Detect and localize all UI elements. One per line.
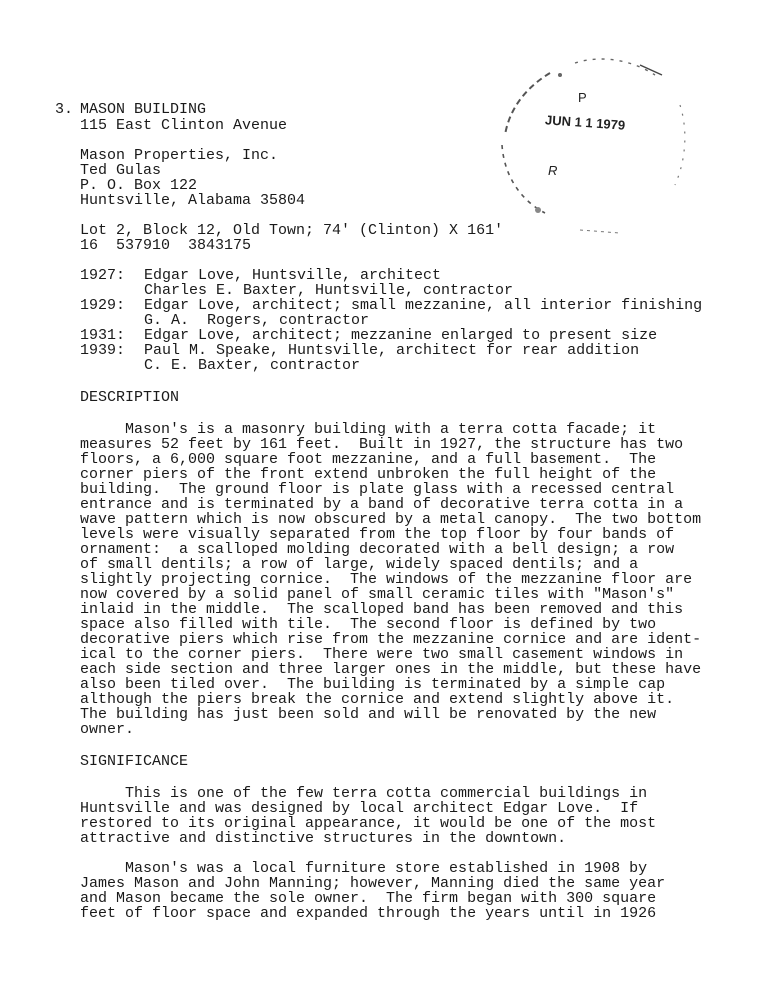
history-text: Edgar Love, Huntsville, architect xyxy=(144,267,442,284)
significance-heading: SIGNIFICANCE xyxy=(80,753,189,770)
text-line: entrance and is terminated by a band of decorative terra cotta in a xyxy=(80,496,684,513)
text-line: measures 52 feet by 161 feet. Built in 1927, the structure has two xyxy=(80,436,684,453)
history-text: C. E. Baxter, contractor xyxy=(144,357,361,374)
text-line: James Mason and John Manning; however, Manning died the same year xyxy=(80,875,666,892)
text-line: space also filled with tile. The second floor is defined by two xyxy=(80,616,657,633)
text-line: decorative piers which rise from the mezzanine cornice and are ident- xyxy=(80,631,702,648)
text-line: The building has just been sold and will be renovated by the new xyxy=(80,706,657,723)
text-line: although the piers break the cornice and extend slightly above it. xyxy=(80,691,675,708)
text-line: now covered by a solid panel of small ceramic tiles with "Mason's" xyxy=(80,586,675,603)
text-line: This is one of the few terra cotta commercial buildings in xyxy=(80,785,648,802)
history-year: 1929: xyxy=(80,297,126,314)
item-number: 3. xyxy=(55,101,74,118)
text-line: ical to the corner piers. There were two small casement windows in xyxy=(80,646,684,663)
text-line: wave pattern which is now obscured by a metal canopy. The two bottom xyxy=(80,511,702,528)
text-line: Huntsville and was designed by local architect Edgar Love. If xyxy=(80,800,639,817)
text-line: building. The ground floor is plate glass with a recessed central xyxy=(80,481,675,498)
text-line: and Mason became the sole owner. The firm began with 300 square xyxy=(80,890,657,907)
text-line: also been tiled over. The building is terminated by a simple cap xyxy=(80,676,666,693)
history-year: 1927: xyxy=(80,267,126,284)
received-stamp xyxy=(490,45,700,235)
history-text: Edgar Love, architect; small mezzanine, all interior finishing xyxy=(144,297,703,314)
building-address: 115 East Clinton Avenue xyxy=(80,117,288,134)
text-line: slightly projecting cornice. The windows of the mezzanine floor are xyxy=(80,571,693,588)
history-year: 1939: xyxy=(80,342,126,359)
stamp-letter: P xyxy=(578,90,587,105)
text-line: levels were visually separated from the top floor by four bands of xyxy=(80,526,675,543)
stamp-ring-icon xyxy=(490,45,700,235)
text-line: corner piers of the front extend unbroken the full height of the xyxy=(80,466,657,483)
stamp-letter: R xyxy=(548,163,558,178)
lot-coordinates: 16 537910 3843175 xyxy=(80,237,252,254)
text-line: attractive and distinctive structures in the downtown. xyxy=(80,830,567,847)
text-line: Mason's is a masonry building with a terra cotta facade; it xyxy=(80,421,657,438)
history-text: Edgar Love, architect; mezzanine enlarged to present size xyxy=(144,327,658,344)
history-text: Paul M. Speake, Huntsville, architect for rear addition xyxy=(144,342,640,359)
history-text: G. A. Rogers, contractor xyxy=(144,312,370,329)
description-heading: DESCRIPTION xyxy=(80,389,180,406)
building-title: MASON BUILDING xyxy=(80,101,207,118)
text-line: feet of floor space and expanded through the years until in 1926 xyxy=(80,905,657,922)
text-line: inlaid in the middle. The scalloped band has been removed and this xyxy=(80,601,684,618)
text-line: of small dentils; a row of large, widely spaced dentils; and a xyxy=(80,556,639,573)
text-line: floors, a 6,000 square foot mezzanine, and a full basement. The xyxy=(80,451,657,468)
owner-line: Huntsville, Alabama 35804 xyxy=(80,192,306,209)
text-line: Mason's was a local furniture store established in 1908 by xyxy=(80,860,648,877)
owner-line: Ted Gulas xyxy=(80,162,162,179)
history-year: 1931: xyxy=(80,327,126,344)
text-line: owner. xyxy=(80,721,135,738)
owner-line: P. O. Box 122 xyxy=(80,177,198,194)
owner-line: Mason Properties, Inc. xyxy=(80,147,279,164)
text-line: ornament: a scalloped molding decorated with a bell design; a row xyxy=(80,541,675,558)
history-text: Charles E. Baxter, Huntsville, contractor xyxy=(144,282,514,299)
lot-line: Lot 2, Block 12, Old Town; 74' (Clinton) X 161' xyxy=(80,222,504,239)
stamp-date: JUN 1 1 1979 xyxy=(544,112,626,133)
text-line: each side section and three larger ones in the middle, but these have xyxy=(80,661,702,678)
text-line: restored to its original appearance, it would be one of the most xyxy=(80,815,657,832)
